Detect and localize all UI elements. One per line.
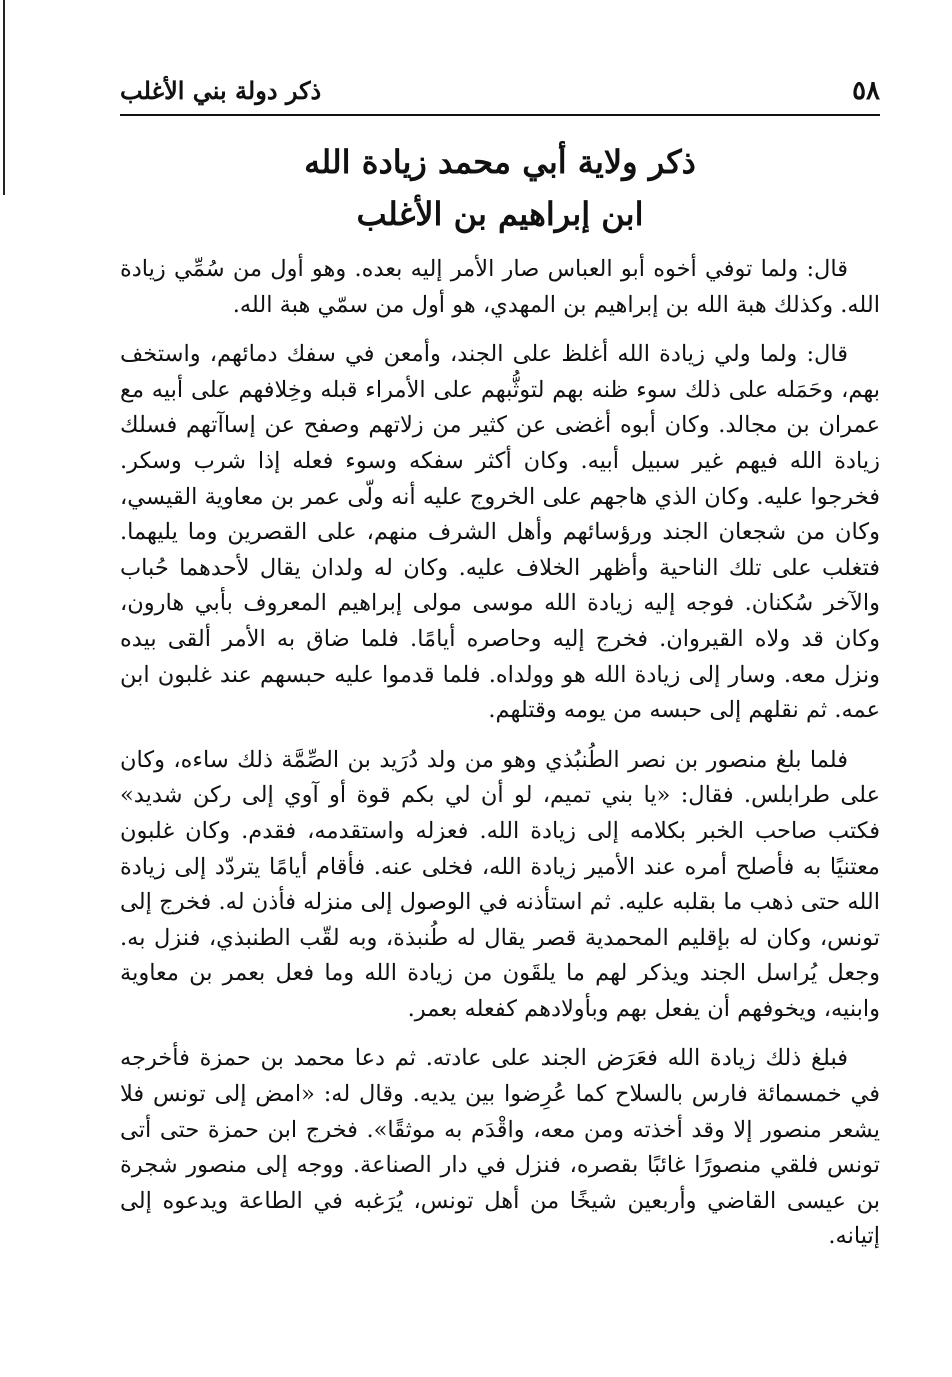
chapter-title: [120, 136, 880, 240]
paragraph: فلما بلغ منصور بن نصر الطُنبُذي وهو من ولد دُرَيد بن الصِّمَّة ذلك ساءه، وكان على طرابلس. فقال: «يا بني تميم، لو أن لي بكم قوة أو آوي إلى ركن شديد» فكتب صاحب الخبر بكلامه إلى زيادة الله. فعزله واستقدمه، فقدم. وكان غلبون معتنيًا به فأصلح أمره عند الأمير زيادة الله، فخلى عنه. فأقام أيامًا يتردّد إلى زيادة الله حتى ذهب ما بقلبه عليه. ثم استأذنه في الوصول إلى منزله فأذن له. فخرج إلى تونس، وكان له بإقليم المحمدية قصر يقال له طُنبذة، وبه لقّب الطنبذي، فنزل به. وجعل يُراسل الجند ويذكر لهم ما يلقَون من زيادة الله وما فعل بعمر بن معاوية وابنيه، ويخوفهم أن يفعل بهم وبأولادهم كفعله بعمر.: [120, 746, 880, 1022]
header-rule: [120, 114, 880, 116]
page-number: ٥٨: [852, 76, 880, 106]
paragraph: قال: ولما توفي أخوه أبو العباس صار الأمر إليه بعده. وهو أول من سُمِّي زيادة الله. وكذلك هبة الله بن إبراهيم بن المهدي، هو أول من سمّي هبة الله.: [120, 256, 880, 318]
paragraph: فبلغ ذلك زيادة الله فعَرَض الجند على عادته. ثم دعا محمد بن حمزة فأخرجه في خمسمائة فارس بالسلاح كما عُرِضوا بين يديه. وقال له: «امض إلى تونس فلا يشعر منصور إلا وقد أخذته ومن معه، واقْدَم به موثقًا». فخرج ابن حمزة حتى أتى تونس فلقي منصورًا غائبًا بقصره، فنزل في دار الصناعة. ووجه إلى منصور شجرة بن عيسى القاضي وأربعين شيخًا من أهل تونس، يُرَغبه في الطاعة ويدعوه إلى إتيانه.: [120, 1045, 880, 1250]
chapter-title-line-2: ابن إبراهيم بن الأغلب: [356, 195, 644, 233]
page-edge-line: [3, 0, 5, 195]
chapter-title-line-1: ذكر ولاية أبي محمد زيادة الله: [304, 143, 696, 181]
body-text: [120, 252, 880, 1269]
paragraph: قال: ولما ولي زيادة الله أغلظ على الجند، وأمعن في سفك دمائهم، واستخف بهم، وحَمَله على ذلك سوء ظنه بهم لتوثُّبهم على الأمراء قبله وخِلافهم على أبيه مع عمران بن مجالد. وكان أبوه أغضى عن كثير من زلاتهم وصفح عن إساآتهم فسلك زيادة الله فيهم غير سبيل أبيه. وكان أكثر سفكه وسوء فعله إذا شرب وسكر. فخرجوا عليه. وكان الذي هاجهم على الخروج عليه أنه ولّى عمر بن معاوية القيسي، وكان من شجعان الجند ورؤسائهم وأهل الشرف منهم، على القصرين وما يليهما. فتغلب على تلك الناحية وأظهر الخلاف عليه. وكان له ولدان يقال لأحدهما حُباب والآخر سُكنان. فوجه إليه زيادة الله موسى مولى إبراهيم المعروف بأبي هارون، وكان قد ولاه القيروان. فخرج إليه وحاصره أيامًا. فلما ضاق به الأمر ألقى بيده ونزل معه. وسار إلى زيادة الله هو وولداه. فلما قدموا عليه حبسهم عند غلبون ابن عمه. ثم نقلهم إلى حبسه من يومه وقتلهم.: [120, 341, 880, 724]
running-title: ذكر دولة بني الأغلب: [120, 76, 322, 105]
running-header: [120, 70, 880, 110]
